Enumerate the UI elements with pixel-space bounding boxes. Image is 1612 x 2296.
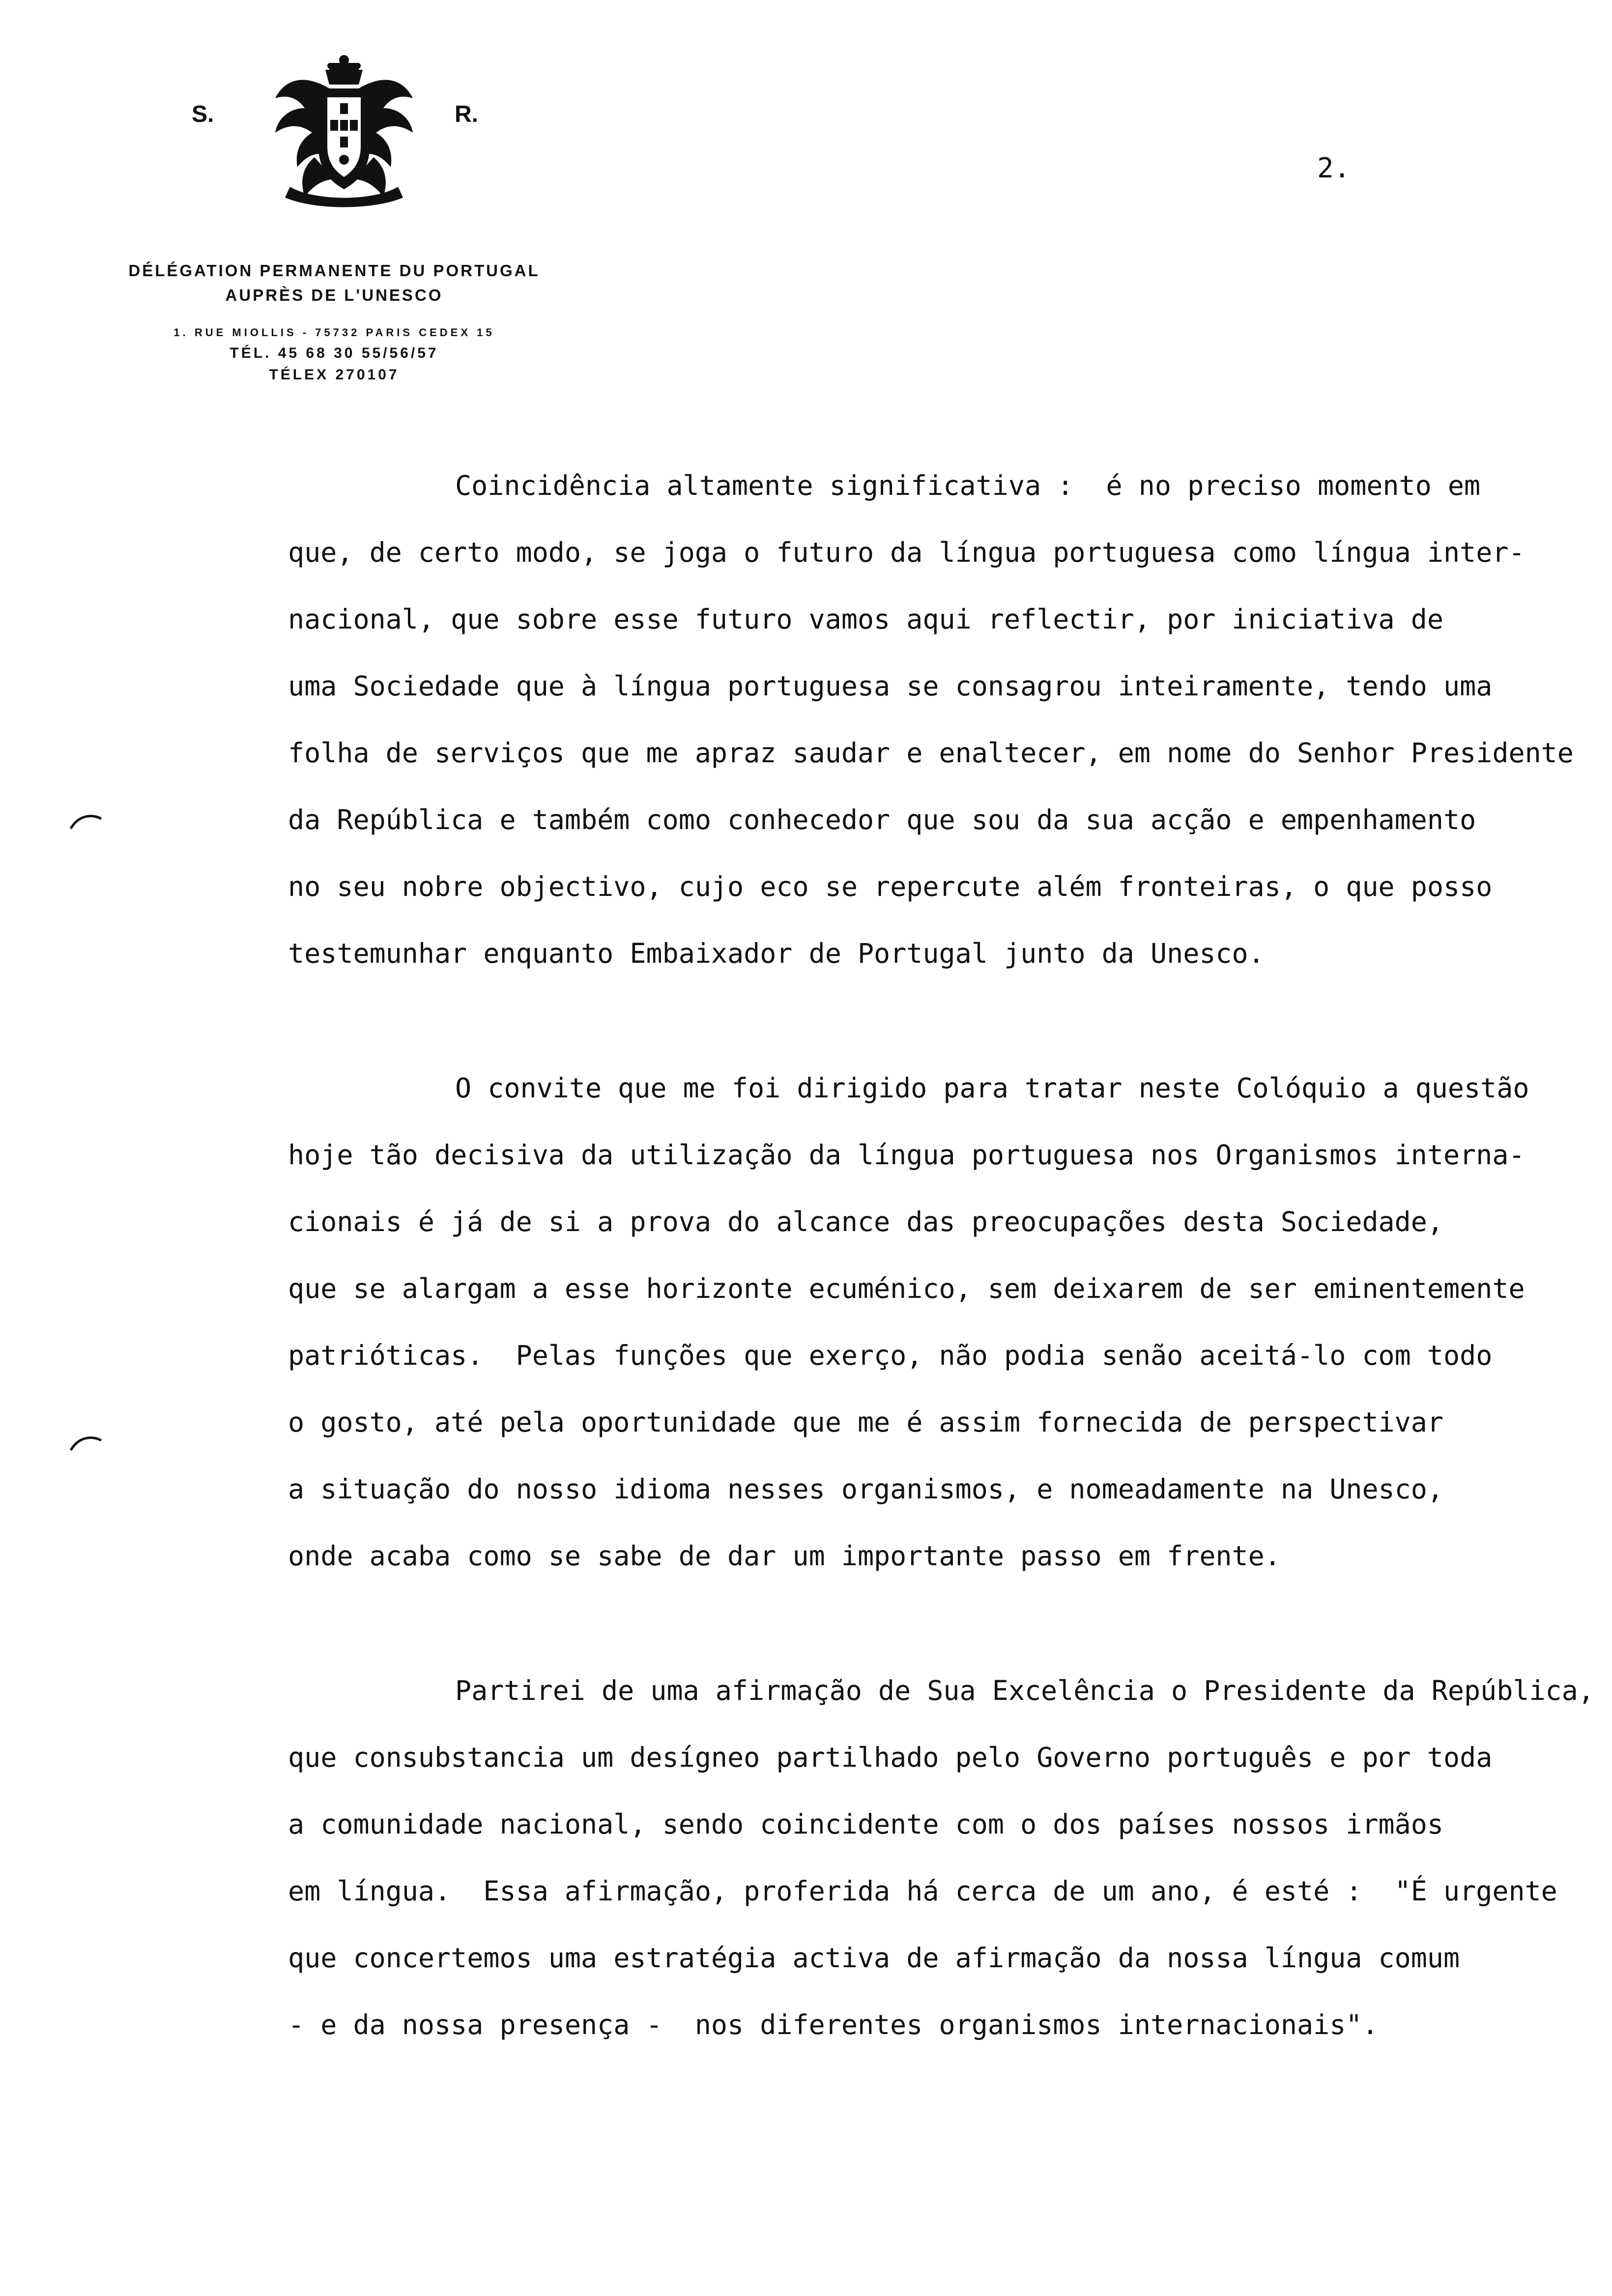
text-line: folha de serviços que me apraz saudar e enaltecer, em nome do Senhor Presidente [288, 737, 1574, 769]
text-line: a situação do nosso idioma nesses organismos, e nomeadamente na Unesco, [288, 1473, 1444, 1505]
letterhead [88, 54, 580, 383]
text-line: que se alargam a esse horizonte ecuménico, sem deixarem de ser eminentemente [288, 1273, 1525, 1304]
letterhead-delegation: DÉLÉGATION PERMANENTE DU PORTUGAL [128, 261, 540, 280]
letterhead-top-row [88, 54, 580, 216]
punch-mark-icon [69, 1433, 103, 1452]
right-initial: R. [455, 101, 478, 127]
letterhead-street: 1. RUE MIOLLIS - 75732 PARIS CEDEX 15 [173, 326, 495, 339]
punch-mark-icon [69, 811, 103, 831]
coat-of-arms-icon [256, 54, 432, 211]
text-line: Partirei de uma afirmação de Sua Excelência o Presidente da República, [455, 1675, 1594, 1706]
letter-body [288, 452, 1612, 2126]
text-line: uma Sociedade que à língua portuguesa se consagrou inteiramente, tendo uma [288, 670, 1493, 702]
text-line: que consubstancia um desígneo partilhado pelo Governo português e por toda [288, 1742, 1493, 1773]
paragraph [288, 1055, 1612, 1589]
text-line: da República e também como conhecedor que sou da sua acção e empenhamento [288, 804, 1476, 835]
letterhead-address [88, 261, 580, 383]
text-line: onde acaba como se sabe de dar um importante passo em frente. [288, 1540, 1281, 1572]
text-line: em língua. Essa afirmação, proferida há cerca de um ano, é esté : "É urgente [288, 1875, 1557, 1907]
paragraph [288, 452, 1612, 987]
letterhead-phone: TÉL. 45 68 30 55/56/57 [230, 345, 439, 361]
left-initial: S. [192, 101, 214, 127]
text-line: testemunhar enquanto Embaixador de Portugal junto da Unesco. [288, 938, 1265, 969]
text-line: Coincidência altamente significativa : é no preciso momento em [455, 470, 1481, 501]
paragraph [288, 1657, 1612, 2058]
text-line: hoje tão decisiva da utilização da língua portuguesa nos Organismos interna- [288, 1139, 1525, 1171]
text-line: o gosto, até pela oportunidade que me é assim fornecida de perspectivar [288, 1406, 1444, 1438]
letterhead-telex: TÉLEX 270107 [269, 367, 400, 383]
text-line: no seu nobre objectivo, cujo eco se repercute além fronteiras, o que posso [288, 871, 1493, 902]
text-line: - e da nossa presença - nos diferentes organismos internacionais". [288, 2009, 1379, 2040]
text-line: que concertemos uma estratégia activa de afirmação da nossa língua comum [288, 1942, 1460, 1974]
letterhead-unesco: AUPRÈS DE L'UNESCO [225, 286, 443, 304]
text-line: nacional, que sobre esse futuro vamos aqui reflectir, por iniciativa de [288, 603, 1444, 635]
text-line: a comunidade nacional, sendo coincidente com o dos países nossos irmãos [288, 1808, 1444, 1840]
text-line: patrióticas. Pelas funções que exerço, não podia senão aceitá-lo com todo [288, 1340, 1493, 1371]
page-number: 2. [1317, 152, 1351, 184]
text-line: que, de certo modo, se joga o futuro da língua portuguesa como língua inter- [288, 537, 1525, 568]
text-line: O convite que me foi dirigido para tratar neste Colóquio a questão [455, 1072, 1529, 1104]
text-line: cionais é já de si a prova do alcance das preocupações desta Sociedade, [288, 1206, 1444, 1237]
